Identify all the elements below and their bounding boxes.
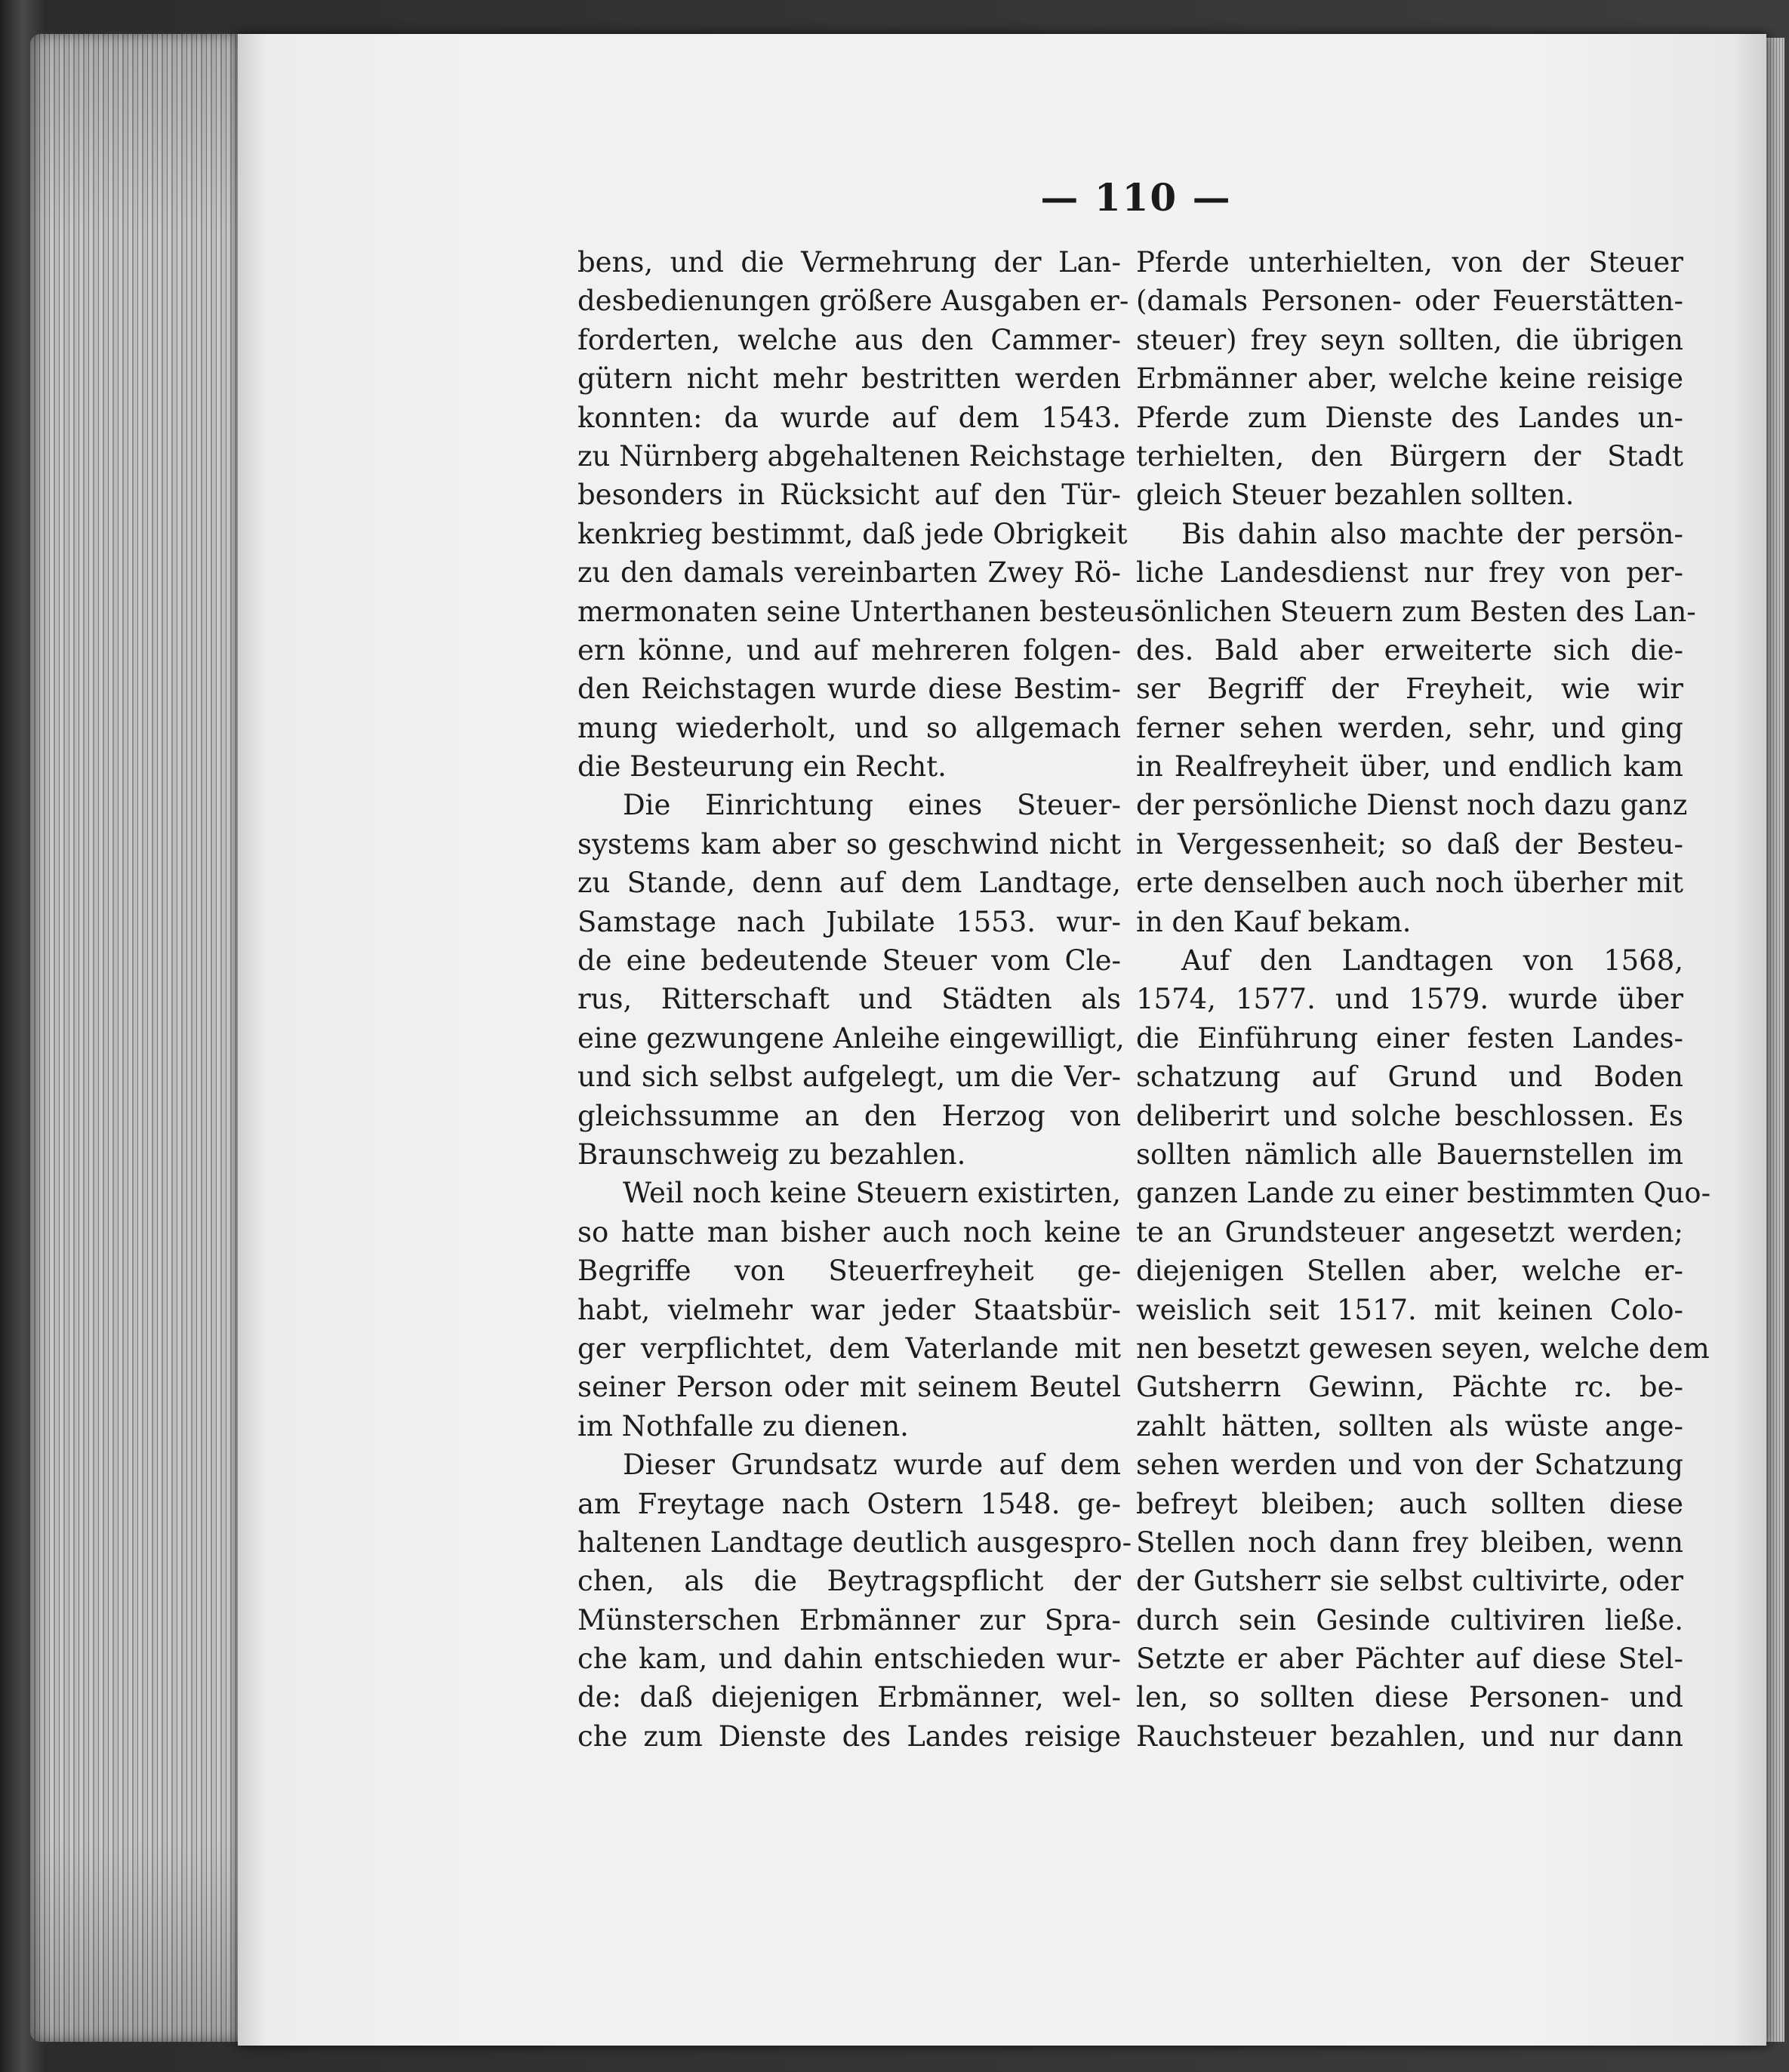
text-line: zahlt hätten, sollten als wüste ange- xyxy=(1136,1409,1683,1442)
text-line: sollten nämlich alle Bauernstellen im xyxy=(1136,1138,1683,1171)
text-line: terhielten, den Bürgern der Stadt xyxy=(1136,439,1683,473)
text-line: (damals Personen- oder Feuerstätten- xyxy=(1136,285,1683,318)
text-line: len, so sollten diese Personen- und xyxy=(1136,1681,1683,1714)
text-line: befreyt bleiben; auch sollten diese xyxy=(1136,1487,1683,1520)
text-line: gleichssumme an den Herzog von xyxy=(577,1099,1121,1132)
text-line: konnten: da wurde auf dem 1543. xyxy=(577,401,1121,434)
text-line: Braunschweig zu bezahlen. xyxy=(577,1138,966,1171)
text-line: Erbmänner aber, welche keine reisige xyxy=(1136,362,1683,396)
text-line: Münsterschen Erbmänner zur Spra- xyxy=(577,1603,1121,1636)
text-line: ganzen Lande zu einer bestimmten Quo- xyxy=(1136,1177,1711,1210)
text-line: chen, als die Beytragspflicht der xyxy=(577,1565,1121,1598)
text-line: sönlichen Steuern zum Besten des Lan- xyxy=(1136,595,1696,628)
text-line: Pferde zum Dienste des Landes un- xyxy=(1136,401,1683,434)
text-line: weislich seit 1517. mit keinen Colo- xyxy=(1136,1293,1683,1326)
text-line: nen besetzt gewesen seyen, welche dem xyxy=(1136,1332,1710,1365)
text-line: Auf den Landtagen von 1568, xyxy=(1181,944,1683,978)
text-line: im Nothfalle zu dienen. xyxy=(577,1409,909,1442)
page-right-edge xyxy=(1765,38,1784,2042)
text-line: zu Nürnberg abgehaltenen Reichstage xyxy=(577,439,1126,473)
text-line: eine gezwungene Anleihe eingewilligt, xyxy=(577,1021,1125,1054)
text-line: kenkrieg bestimmt, daß jede Obrigkeit xyxy=(577,517,1128,550)
text-line: 1574, 1577. und 1579. wurde über xyxy=(1136,983,1683,1016)
text-line: Dieser Grundsatz wurde auf dem xyxy=(623,1449,1121,1482)
text-line: mermonaten seine Unterthanen besteu- xyxy=(577,595,1144,628)
text-line: am Freytage nach Ostern 1548. ge- xyxy=(577,1487,1121,1520)
text-line: che kam, und dahin entschieden wur- xyxy=(577,1643,1121,1676)
text-line: Samstage nach Jubilate 1553. wur- xyxy=(577,905,1121,938)
text-line: Gutsherrn Gewinn, Pächte rc. be- xyxy=(1136,1371,1683,1404)
text-line: Bis dahin also machte der persön- xyxy=(1181,517,1683,550)
text-line: in Vergessenheit; so daß der Besteu- xyxy=(1136,827,1683,861)
text-line: ger verpflichtet, dem Vaterlande mit xyxy=(577,1332,1121,1365)
text-line: und sich selbst aufgelegt, um die Ver- xyxy=(577,1061,1121,1094)
text-line: Begriffe von Steuerfreyheit ge- xyxy=(577,1255,1121,1288)
text-line: schatzung auf Grund und Boden xyxy=(1136,1061,1683,1094)
text-line: so hatte man bisher auch noch keine xyxy=(577,1215,1121,1248)
text-line: steuer) frey seyn sollten, die übrigen xyxy=(1136,323,1683,356)
text-line: Weil noch keine Steuern existirten, xyxy=(623,1177,1121,1210)
text-line: te an Grundsteuer angesetzt werden; xyxy=(1136,1215,1683,1248)
text-line: Stellen noch dann frey bleiben, wenn xyxy=(1136,1526,1683,1559)
text-line: die Besteurung ein Recht. xyxy=(577,750,947,784)
text-line: de eine bedeutende Steuer vom Cle- xyxy=(577,944,1121,978)
text-line: zu den damals vereinbarten Zwey Rö- xyxy=(577,556,1121,590)
text-line: ern könne, und auf mehreren folgen- xyxy=(577,633,1121,667)
left-text-column xyxy=(577,243,1144,1756)
text-line: der Gutsherr sie selbst cultivirte, oder xyxy=(1136,1565,1683,1598)
text-line: de: daß diejenigen Erbmänner, wel- xyxy=(577,1681,1121,1714)
text-line: seiner Person oder mit seinem Beutel xyxy=(577,1371,1121,1404)
text-line: Pferde unterhielten, von der Steuer xyxy=(1136,246,1683,279)
text-line: den Reichstagen wurde diese Bestim- xyxy=(577,673,1121,706)
text-line: bens, und die Vermehrung der Lan- xyxy=(577,246,1121,279)
text-line: gleich Steuer bezahlen sollten. xyxy=(1136,479,1575,512)
text-line: erte denselben auch noch überher mit xyxy=(1136,867,1683,900)
text-line: besonders in Rücksicht auf den Tür- xyxy=(577,479,1121,512)
text-line: Rauchsteuer bezahlen, und nur dann xyxy=(1136,1719,1683,1753)
text-line: zu Stande, denn auf dem Landtage, xyxy=(577,867,1121,900)
page-number: — 110 — xyxy=(1040,175,1232,220)
text-line: in Realfreyheit über, und endlich kam xyxy=(1136,750,1683,784)
text-line: der persönliche Dienst noch dazu ganz xyxy=(1136,789,1688,822)
text-line: Setzte er aber Pächter auf diese Stel- xyxy=(1136,1643,1683,1676)
text-line: des. Bald aber erweiterte sich die- xyxy=(1136,633,1683,667)
page-stack-shadow xyxy=(30,34,257,2042)
text-line: Die Einrichtung eines Steuer- xyxy=(623,789,1121,822)
right-text-column xyxy=(1136,243,1711,1756)
text-line: sehen werden und von der Schatzung xyxy=(1136,1449,1683,1482)
text-line: in den Kauf bekam. xyxy=(1136,905,1412,938)
text-line: haltenen Landtage deutlich ausgespro- xyxy=(577,1526,1132,1559)
text-line: ser Begriff der Freyheit, wie wir xyxy=(1136,673,1683,706)
text-line: desbedienungen größere Ausgaben er- xyxy=(577,285,1129,318)
text-line: diejenigen Stellen aber, welche er- xyxy=(1136,1255,1683,1288)
text-line: gütern nicht mehr bestritten werden xyxy=(577,362,1121,396)
text-line: rus, Ritterschaft und Städten als xyxy=(577,983,1121,1016)
text-line: durch sein Gesinde cultiviren ließe. xyxy=(1136,1603,1683,1636)
text-line: habt, vielmehr war jeder Staatsbür- xyxy=(577,1293,1121,1326)
text-line: forderten, welche aus den Cammer- xyxy=(577,323,1121,356)
text-line: liche Landesdienst nur frey von per- xyxy=(1136,556,1683,590)
text-line: che zum Dienste des Landes reisige xyxy=(577,1719,1121,1753)
text-line: die Einführung einer festen Landes- xyxy=(1136,1021,1683,1054)
text-line: deliberirt und solche beschlossen. Es xyxy=(1136,1099,1683,1132)
text-line: systems kam aber so geschwind nicht xyxy=(577,827,1121,861)
text-line: ferner sehen werden, sehr, und ging xyxy=(1136,711,1683,744)
text-line: mung wiederholt, und so allgemach xyxy=(577,711,1121,744)
